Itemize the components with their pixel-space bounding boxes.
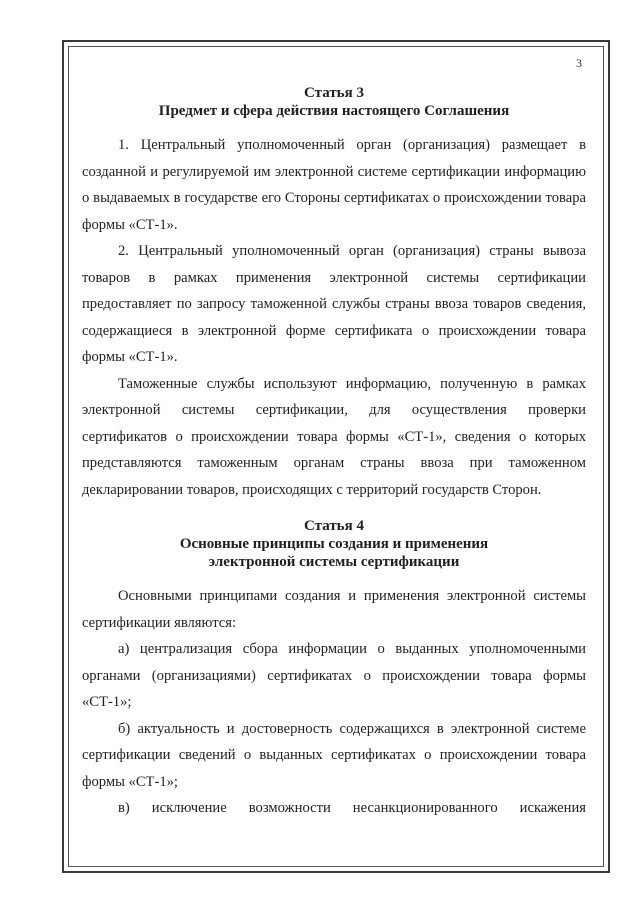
article-4-item-a: а) централизация сбора информации о выданных уполномоченными органами (организациями) сертификатах о происхождении товара формы «СТ-1»; [82,641,586,710]
article-4-heading [82,517,586,571]
page-number: 3 [576,56,582,70]
article-4-item-b: б) актуальность и достоверность содержащихся в электронной системе сертификации сведений о выданных сертификатах о происхождении товара формы «СТ-1»; [82,720,586,790]
article-4-subtitle-line-2: электронной системы сертификации [208,554,460,570]
article-3-heading [82,84,586,120]
article-4-title: Статья 4 [304,518,364,534]
article-3-paragraph-1: 1. Центральный уполномоченный орган (организация) размещает в созданной и регулируемой им электронной системе сертификации информацию о выдаваемых в государстве его Стороны сертификатах о происхождении товара формы «СТ-1». [82,137,586,233]
article-3-subtitle: Предмет и сфера действия настоящего Соглашения [158,103,510,119]
article-4-subtitle-line-1: Основные принципы создания и применения [179,536,489,552]
document-body [82,84,586,822]
article-3-title: Статья 3 [304,85,364,101]
article-4-paragraph-1: Основными принципами создания и применения электронной системы сертификации являются: [82,588,586,631]
article-3-paragraph-3: Таможенные службы используют информацию, полученную в рамках электронной системы сертификации, для осуществления проверки сертификатов о происхождении товара формы «СТ-1», сведения о которых представляются таможенным органам страны ввоза при таможенном декларировании товаров, происходящих с территорий государств Сторон. [82,375,586,498]
article-4-item-c: в) исключение возможности несанкционированного искажения [118,800,586,816]
article-3-paragraph-2: 2. Центральный уполномоченный орган (организация) страны вывоза товаров в рамках применения электронной системы сертификации предоставляет по запросу таможенной службы страны ввоза товаров сведения, содержащиеся в электронной форме сертификата о происхождении товара формы «СТ-1». [82,243,586,365]
